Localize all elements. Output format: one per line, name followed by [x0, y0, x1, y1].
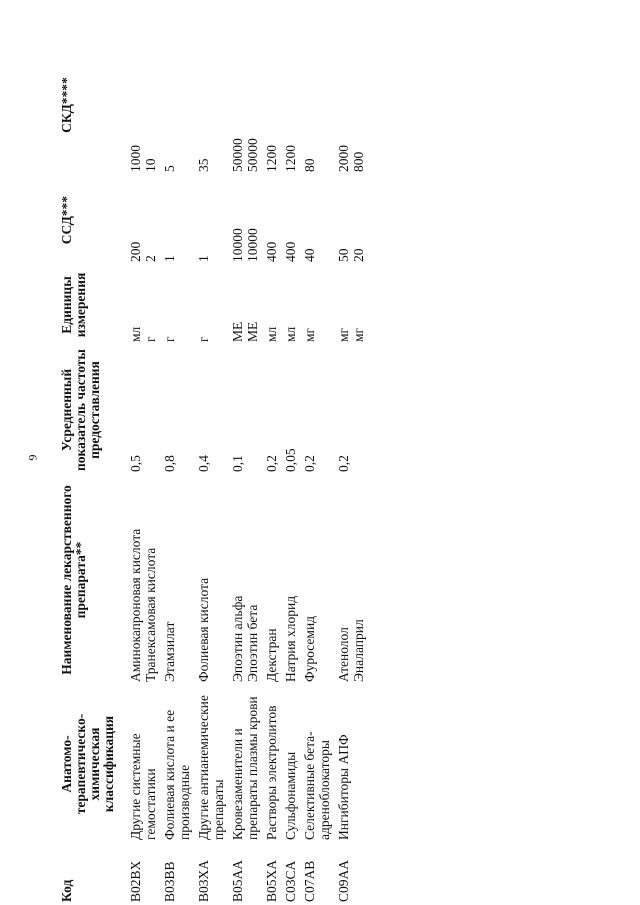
cell-atc: Фолиевая кислота и ее производные: [162, 709, 192, 840]
cell-code: B03BB: [162, 861, 177, 902]
cell-skd-line: 50000: [230, 138, 245, 172]
cell-skd-line: 800: [351, 151, 366, 172]
cell-atc: Другие системные гемостатики: [128, 733, 158, 840]
cell-unit-line: МЕ: [245, 321, 260, 342]
cell-frequency: 0,8: [162, 455, 177, 472]
rotated-table-sheet: [58, 35, 598, 905]
cell-unit-line: мл: [283, 326, 298, 342]
cell-skd-line: 5: [162, 165, 177, 172]
cell-frequency: 0,4: [196, 455, 211, 472]
cell-drug-line: Эпоэтин бета: [245, 604, 260, 682]
header-skd: СКД****: [59, 77, 74, 133]
cell-unit-line: мл: [264, 326, 279, 342]
cell-skd: [334, 35, 368, 175]
table-row: [228, 35, 262, 905]
cell-ssd-line: 400: [264, 241, 279, 262]
cell-drug-line: Натрия хлорид: [283, 595, 298, 682]
cell-drug: [228, 475, 262, 685]
header-ssd: ССД***: [59, 195, 74, 245]
table-row: [334, 35, 368, 905]
drug-table: [58, 35, 368, 905]
cell-ssd-line: 2: [143, 255, 158, 262]
page-number: 9: [25, 454, 40, 461]
cell-ssd-line: 10000: [230, 228, 245, 262]
cell-drug: [300, 475, 334, 685]
cell-unit: [281, 265, 300, 345]
cell-drug: [262, 475, 281, 685]
cell-ssd-line: 1: [162, 255, 177, 262]
cell-ssd-line: 1: [196, 255, 211, 262]
cell-drug-line: Аминокапроновая кислота: [128, 528, 143, 682]
cell-frequency: 0,05: [283, 448, 298, 472]
cell-unit-line: мг: [302, 327, 317, 342]
cell-unit: [334, 265, 368, 345]
cell-unit-line: г: [196, 336, 211, 342]
cell-atc: Селективные бета-адреноблокаторы: [302, 731, 332, 840]
table-row: [126, 35, 160, 905]
cell-ssd-line: 400: [283, 241, 298, 262]
cell-code: C09AA: [336, 859, 351, 902]
cell-frequency: 0,5: [128, 455, 143, 472]
cell-ssd: [262, 175, 281, 265]
header-unit: Единицы измерения: [59, 272, 88, 338]
cell-skd-line: 10: [143, 158, 158, 172]
cell-unit-line: МЕ: [230, 321, 245, 342]
cell-unit-line: мг: [336, 327, 351, 342]
header-frequency: Усредненный показатель частоты предоставления: [59, 349, 102, 471]
cell-ssd: [228, 175, 262, 265]
cell-unit: [300, 265, 334, 345]
cell-drug: [160, 475, 194, 685]
cell-drug-line: Этамзилат: [162, 621, 177, 682]
cell-skd-line: 80: [302, 158, 317, 172]
cell-skd: [228, 35, 262, 175]
cell-skd-line: 1000: [128, 145, 143, 172]
cell-frequency: 0,2: [302, 455, 317, 472]
cell-drug-line: Декстран: [264, 628, 279, 682]
cell-unit-line: г: [143, 336, 158, 342]
cell-code: B05XA: [264, 859, 279, 902]
cell-ssd: [281, 175, 300, 265]
cell-skd: [300, 35, 334, 175]
cell-atc: Сульфонамиды: [283, 751, 298, 840]
cell-ssd: [194, 175, 228, 265]
cell-drug-line: Эпоэтин альфа: [230, 595, 245, 682]
cell-drug-line: Фолиевая кислота: [196, 577, 211, 682]
cell-skd: [262, 35, 281, 175]
table-row: [194, 35, 228, 905]
cell-skd: [126, 35, 160, 175]
header-code: Код: [59, 879, 74, 902]
cell-drug: [281, 475, 300, 685]
cell-drug-line: Эналаприл: [351, 619, 366, 682]
table-row: [281, 35, 300, 905]
cell-ssd-line: 10000: [245, 228, 260, 262]
cell-code: C07AB: [302, 860, 317, 902]
cell-atc: Растворы электролитов: [264, 705, 279, 840]
cell-skd: [281, 35, 300, 175]
cell-skd-line: 1200: [283, 145, 298, 172]
cell-drug-line: Транексамовая кислота: [143, 547, 158, 682]
cell-drug-line: Атенолол: [336, 627, 351, 682]
cell-frequency: 0,1: [230, 455, 245, 472]
cell-ssd: [300, 175, 334, 265]
cell-ssd-line: 50: [336, 248, 351, 262]
cell-ssd: [126, 175, 160, 265]
cell-ssd-line: 20: [351, 248, 366, 262]
cell-unit: [160, 265, 194, 345]
header-atc: Анатомо-терапевтическо-химическая классификация: [59, 713, 116, 815]
cell-skd-line: 35: [196, 158, 211, 172]
cell-unit: [262, 265, 281, 345]
table-header-row: [58, 35, 126, 905]
cell-skd: [160, 35, 194, 175]
cell-ssd-line: 200: [128, 241, 143, 262]
cell-skd-line: 1200: [264, 145, 279, 172]
cell-skd: [194, 35, 228, 175]
cell-drug: [194, 475, 228, 685]
cell-code: B03XA: [196, 859, 211, 902]
cell-unit: [228, 265, 262, 345]
cell-unit-line: мг: [351, 327, 366, 342]
table-row: [300, 35, 334, 905]
cell-unit-line: мл: [128, 326, 143, 342]
cell-unit-line: г: [162, 336, 177, 342]
cell-skd-line: 2000: [336, 145, 351, 172]
cell-unit: [126, 265, 160, 345]
cell-frequency: 0,2: [264, 455, 279, 472]
cell-drug: [126, 475, 160, 685]
cell-code: B02BX: [128, 860, 143, 902]
cell-skd-line: 50000: [245, 138, 260, 172]
cell-frequency: 0,2: [336, 455, 351, 472]
cell-ssd: [160, 175, 194, 265]
cell-code: C03CA: [283, 860, 298, 902]
header-drug: Наименование лекарственного препарата**: [59, 485, 88, 675]
cell-drug: [334, 475, 368, 685]
cell-drug-line: Фуросемид: [302, 615, 317, 682]
cell-atc: Ингибиторы АПФ: [336, 734, 351, 840]
table-row: [262, 35, 281, 905]
cell-code: B05AA: [230, 859, 245, 902]
table-row: [160, 35, 194, 905]
cell-atc: Другие антианемические препараты: [196, 695, 226, 840]
table-body: [126, 35, 368, 905]
cell-ssd: [334, 175, 368, 265]
cell-unit: [194, 265, 228, 345]
cell-ssd-line: 40: [302, 248, 317, 262]
cell-atc: Кровезаменители и препараты плазмы крови: [230, 696, 260, 840]
